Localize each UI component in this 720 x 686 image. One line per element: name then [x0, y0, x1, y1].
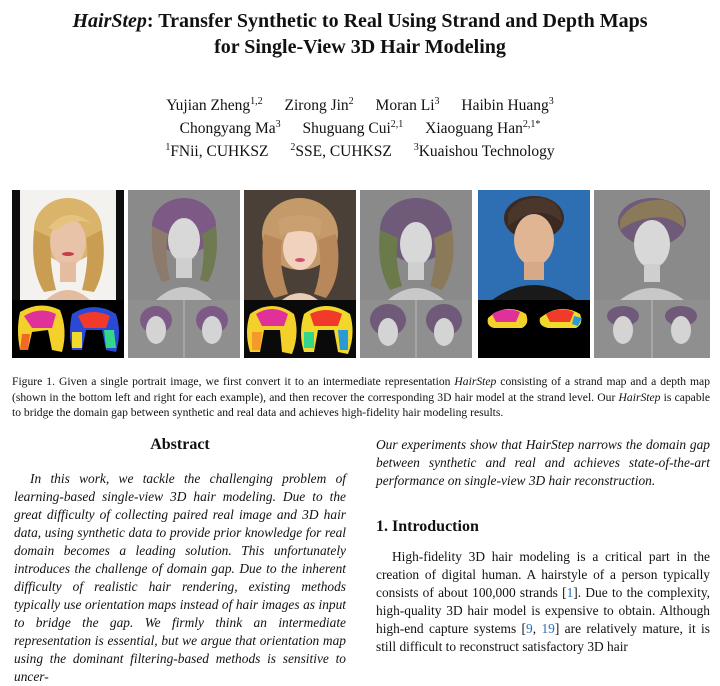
author-row-1: [0, 92, 720, 115]
example-3-input: [478, 190, 590, 358]
abstract-heading: Abstract: [150, 436, 210, 453]
title-italic: HairStep: [72, 10, 147, 32]
title-rest: : Transfer Synthetic to Real Using Strand and Depth Maps: [146, 10, 648, 32]
introduction-body: [376, 548, 710, 656]
strand-depth-row-1: [12, 300, 124, 358]
author-7: Xiaoguang Han$^{2,1*}$: [425, 119, 541, 138]
abstract-paragraph: In this work, we tackle the challenging problem of learning-based single-view 3D hair modeling. Due to the great difficulty of collecting paired real image and 3D hair data, using synthetic data to provide prior knowledge for real domain becomes a leading solution. This unfortunately introduces the challenge of domain gap. Due to the inherent difficulty of realistic hair rendering, existing methods typically use orientation maps instead of hair images as input to bridge the gap. We firmly think an intermediate representation is essential, but we argue that orientation map using the dominant filtering-based methods is sensitive to uncer-: [14, 471, 346, 684]
author-6: Shuguang Cui$^{2,1}$: [302, 119, 404, 138]
introduction-paragraph: High-fidelity 3D hair modeling is a critical part in the creation of digital human. A hairstyle of a person typically consists of about 100,000 strands [1]. Due to the complexity, high-quality 3D hair model is expensive to obtain. Although high-end capture systems [9, 19] are relatively mature, it is still difficult to reconstruct satisfactory 3D hair: [376, 549, 710, 654]
example-3-result: [594, 190, 710, 358]
title-line-2: for Single-View 3D Hair Modeling: [214, 36, 506, 58]
example-1-result: [128, 190, 240, 358]
example-2-result: [360, 190, 472, 358]
portrait-1-image: [12, 190, 124, 300]
strand-depth-row-3: [478, 300, 590, 358]
example-1-input: [12, 190, 124, 358]
teaser-figure: [12, 190, 710, 358]
abstract-continued: Our experiments show that HairStep narrows the domain gap between synthetic and real and achieves state-of-the-art performance on single-view 3D hair reconstruction.: [376, 437, 710, 488]
author-2: Zirong Jin$^2$: [284, 96, 354, 115]
citation-link[interactable]: 9: [526, 621, 533, 636]
author-1: Yujian Zheng$^{1,2}$: [166, 96, 263, 115]
hair-model-render-3: [594, 190, 710, 358]
affiliation-row: [0, 138, 720, 161]
portrait-3-image: [478, 190, 590, 300]
paper-title: [0, 8, 720, 60]
portrait-2-image: [244, 190, 356, 300]
example-2-input: [244, 190, 356, 358]
title-line-1: [0, 8, 720, 34]
author-block: [0, 92, 720, 161]
author-5: Chongyang Ma$^3$: [179, 119, 281, 138]
affiliation-3: $^3$Kuaishou Technology: [413, 142, 555, 161]
citation-link[interactable]: 1: [566, 585, 574, 600]
figure-caption: Figure 1. Given a single portrait image, we first convert it to an intermediate representation HairStep consisting of a strand map and a depth map (shown in the bottom left and right for each example), and then recover the corresponding 3D hair model at the strand level. Our HairStep is capable to bridge the domain gap between synthetic and real data and achieves high-fidelity hair modeling results.: [12, 375, 710, 420]
author-3: Moran Li$^3$: [375, 96, 440, 115]
author-4: Haibin Huang$^3$: [461, 96, 554, 115]
author-row-2: [0, 115, 720, 138]
strand-depth-row-2: [244, 300, 356, 358]
hair-model-render-2: [360, 190, 472, 358]
strand-depth-maps-3: [478, 300, 590, 358]
strand-depth-maps-2: [244, 300, 356, 358]
affiliation-2: $^2$SSE, CUHKSZ: [290, 142, 392, 161]
affiliation-1: $^1$FNii, CUHKSZ: [165, 142, 269, 161]
strand-depth-maps-1: [12, 300, 124, 358]
citation-link[interactable]: 19: [541, 621, 555, 636]
hair-model-render-1: [128, 190, 240, 358]
introduction-heading: 1. Introduction: [376, 518, 479, 535]
